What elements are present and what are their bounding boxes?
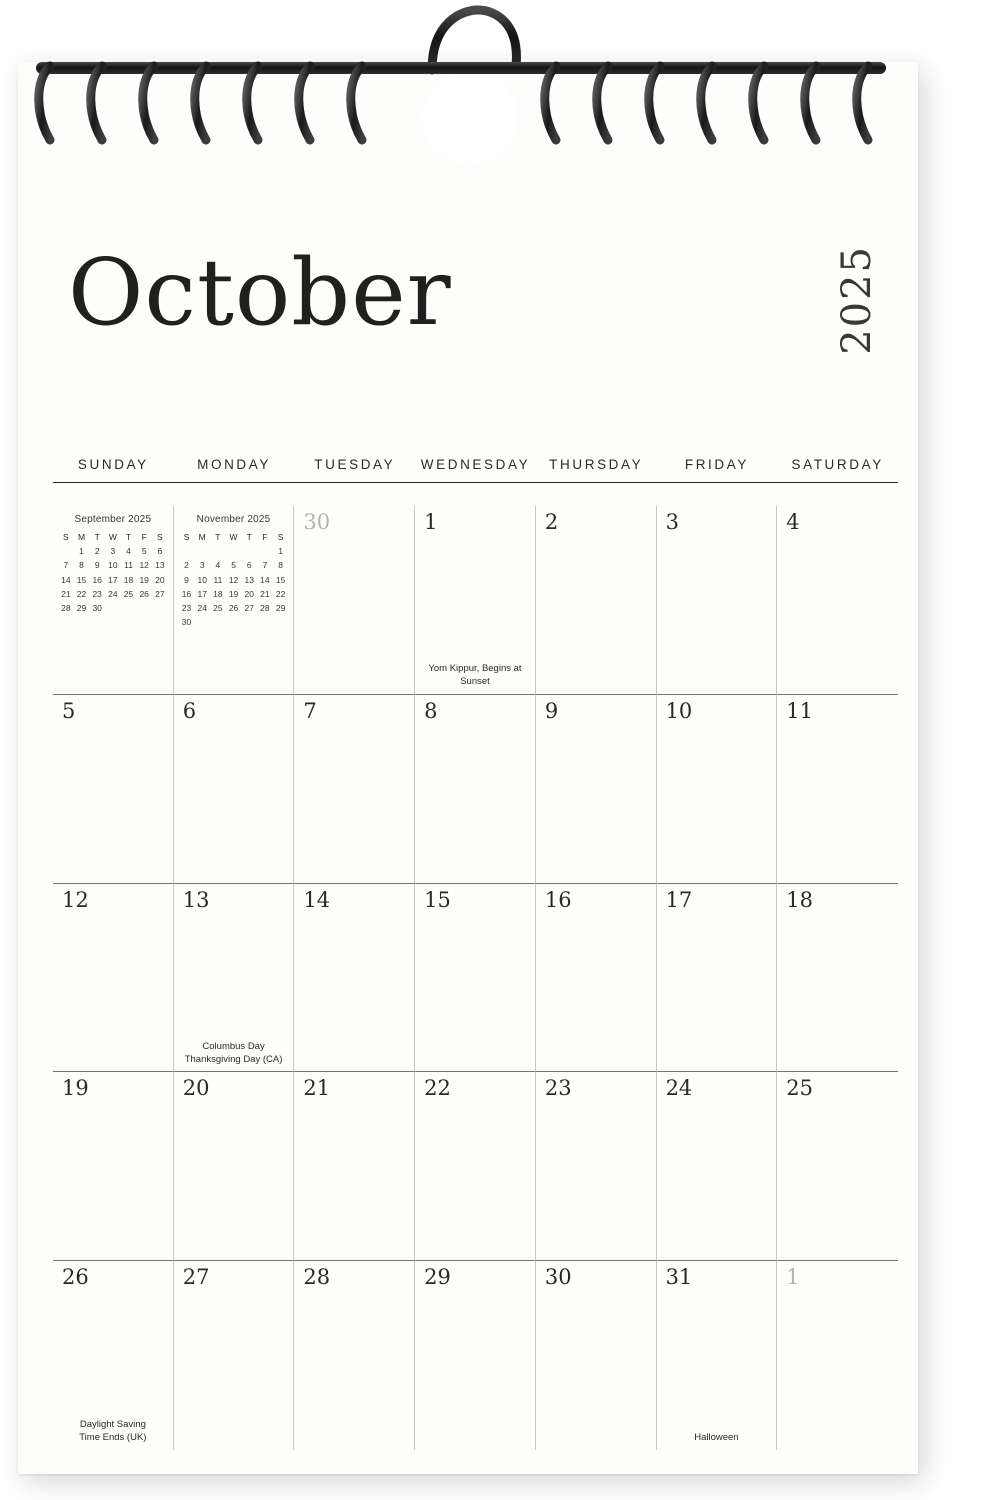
mini-day: [226, 544, 242, 558]
mini-dow: W: [108, 532, 117, 543]
mini-day: 5: [231, 560, 236, 571]
day-cell[interactable]: [415, 506, 536, 695]
day-number: 20: [182, 1076, 210, 1101]
mini-day: 19: [228, 588, 239, 599]
day-cell[interactable]: [777, 884, 898, 1073]
mini-day: 20: [244, 588, 254, 599]
mini-day: [152, 601, 168, 615]
mini-day: 26: [139, 588, 149, 599]
day-cell[interactable]: [777, 506, 898, 695]
day-cell[interactable]: [536, 1072, 657, 1261]
day-cell[interactable]: [53, 695, 174, 884]
day-number: 3: [665, 510, 679, 534]
mini-month-title: September 2025: [74, 514, 152, 525]
day-number: 14: [303, 887, 331, 912]
day-number: 30: [303, 510, 331, 534]
mini-day: [210, 615, 226, 629]
year-label: 2025: [834, 245, 880, 355]
day-number: 10: [665, 698, 693, 723]
day-number: 9: [544, 698, 559, 723]
weekday-sunday: SUNDAY: [77, 457, 149, 472]
day-cell[interactable]: [174, 884, 295, 1073]
day-number: 27: [182, 1265, 210, 1290]
mini-day: 6: [157, 546, 163, 557]
day-number: 21: [303, 1076, 331, 1101]
day-number: 18: [786, 887, 814, 912]
day-cell[interactable]: [536, 506, 657, 695]
day-cell[interactable]: [415, 695, 536, 884]
day-number: 25: [786, 1076, 814, 1101]
weekday-monday: MONDAY: [197, 457, 271, 472]
mini-day: [226, 615, 242, 629]
day-number: 29: [424, 1265, 451, 1290]
mini-month-table: [179, 530, 289, 629]
day-number: 7: [303, 698, 317, 723]
mini-dow: M: [198, 532, 206, 543]
weekday-thursday: THURSDAY: [549, 457, 644, 472]
day-event-label: Columbus Day Thanksgiving Day (CA): [184, 1040, 283, 1065]
mini-day: 27: [155, 588, 165, 599]
mini-day: 3: [110, 546, 116, 557]
mini-day: 24: [108, 588, 118, 599]
mini-dow: S: [183, 532, 190, 543]
day-number: 17: [665, 887, 693, 912]
mini-day: 8: [79, 560, 84, 571]
day-number: 2: [544, 510, 559, 534]
mini-month-block: [58, 514, 168, 615]
mini-dow: S: [63, 532, 69, 543]
mini-day: [121, 601, 137, 615]
day-cell[interactable]: [294, 1072, 415, 1261]
day-event-label: Yom Kippur, Begins at Sunset: [428, 663, 522, 687]
mini-day: 14: [260, 574, 270, 585]
mini-day: 2: [94, 546, 100, 557]
day-cell[interactable]: [174, 1072, 295, 1261]
day-cell[interactable]: [53, 1072, 174, 1261]
mini-day: 16: [92, 574, 102, 585]
mini-day: 12: [228, 574, 239, 585]
weekday-header-row: [53, 457, 898, 483]
mini-day: [136, 601, 152, 615]
day-number: 16: [544, 887, 572, 912]
mini-dow: T: [215, 532, 221, 543]
mini-month-title: November 2025: [196, 514, 271, 525]
mini-dow: F: [262, 532, 268, 543]
day-number: 31: [665, 1265, 693, 1290]
mini-month-block: [179, 514, 289, 629]
mini-dow: T: [246, 532, 252, 543]
mini-day: 25: [213, 603, 223, 614]
page-title: October: [68, 239, 452, 346]
mini-day: 15: [76, 574, 87, 585]
day-cell[interactable]: [777, 1261, 898, 1450]
mini-day: 11: [213, 574, 223, 585]
day-cell[interactable]: [53, 884, 174, 1073]
day-cell[interactable]: [174, 1261, 295, 1450]
mini-day: 10: [197, 574, 207, 585]
day-cell[interactable]: [536, 884, 657, 1073]
mini-day: 23: [181, 603, 192, 614]
mini-day: [105, 601, 121, 615]
mini-day: [194, 615, 210, 629]
mini-day: 30: [92, 603, 102, 614]
day-cell[interactable]: [657, 695, 778, 884]
day-number: 30: [544, 1265, 572, 1290]
mini-day: 29: [76, 603, 87, 614]
day-cell[interactable]: [777, 695, 898, 884]
mini-day: 18: [123, 574, 134, 585]
day-cell[interactable]: [657, 884, 778, 1073]
mini-dow: T: [125, 532, 132, 543]
day-event-label: Halloween: [694, 1432, 739, 1444]
calendar-sheet: [18, 62, 918, 1474]
day-number: 4: [786, 510, 800, 534]
mini-day: 4: [126, 546, 131, 557]
mini-day: 28: [61, 603, 71, 614]
day-number: 22: [424, 1076, 451, 1101]
day-number: 28: [303, 1265, 331, 1290]
day-number: 26: [62, 1265, 89, 1290]
day-number: 12: [62, 887, 89, 912]
mini-day: 13: [244, 574, 254, 585]
mini-day: 17: [197, 588, 207, 599]
mini-day: 21: [260, 588, 270, 599]
mini-day: 5: [141, 546, 147, 557]
mini-day: 14: [61, 574, 71, 585]
mini-day: 7: [262, 560, 268, 571]
mini-day: 16: [181, 588, 192, 599]
day-cell[interactable]: [657, 506, 778, 695]
mini-day: 7: [63, 560, 69, 571]
day-cell[interactable]: [415, 884, 536, 1073]
calendar-masthead: [68, 237, 888, 407]
mini-day: 24: [197, 603, 207, 614]
day-number: 11: [786, 698, 814, 723]
mini-day: 9: [184, 574, 189, 585]
mini-day: 9: [94, 560, 100, 571]
day-number: 6: [182, 698, 197, 723]
mini-dow: F: [141, 532, 147, 543]
mini-day: 19: [139, 574, 149, 585]
day-number: 13: [182, 887, 210, 912]
day-cell[interactable]: [415, 1072, 536, 1261]
day-event-label: Daylight Saving Time Ends (UK): [79, 1419, 147, 1444]
day-cell[interactable]: [294, 695, 415, 884]
mini-day: 29: [275, 603, 286, 614]
mini-day: [241, 544, 257, 558]
mini-day: [58, 544, 74, 558]
weekday-saturday: SATURDAY: [791, 457, 884, 472]
day-cell[interactable]: [536, 1261, 657, 1450]
mini-day: 17: [108, 574, 118, 585]
mini-day: 21: [61, 588, 71, 599]
mini-day: 18: [213, 588, 223, 599]
mini-day: 10: [108, 560, 118, 571]
day-cell[interactable]: [294, 1261, 415, 1450]
mini-day: 6: [246, 560, 252, 571]
mini-day: [257, 615, 273, 629]
day-cell[interactable]: [536, 695, 657, 884]
mini-day: [273, 615, 289, 629]
mini-day: [179, 544, 195, 558]
mini-day: 30: [181, 617, 192, 628]
day-number: 15: [424, 887, 451, 912]
mini-day: 28: [260, 603, 270, 614]
day-cell[interactable]: [415, 1261, 536, 1450]
mini-day: 2: [184, 560, 189, 571]
mini-dow: S: [157, 532, 163, 543]
mini-dow: S: [277, 532, 284, 543]
day-cell[interactable]: [53, 1261, 174, 1450]
mini-day: 26: [228, 603, 239, 614]
day-number: 19: [62, 1076, 89, 1101]
day-number: 1: [424, 510, 438, 534]
day-cell[interactable]: [294, 884, 415, 1073]
weekday-friday: FRIDAY: [684, 457, 749, 472]
mini-day: 25: [123, 588, 134, 599]
mini-day: 15: [275, 574, 286, 585]
day-cell[interactable]: [657, 1261, 778, 1450]
mini-day: 4: [215, 560, 221, 571]
mini-dow: W: [229, 532, 238, 543]
day-number: 23: [544, 1076, 572, 1101]
mini-day: 27: [244, 603, 254, 614]
day-cell[interactable]: [174, 695, 295, 884]
mini-day: 3: [199, 560, 205, 571]
mini-day: [241, 615, 257, 629]
mini-day: [210, 544, 226, 558]
mini-month-table: [58, 530, 168, 615]
day-number: 1: [786, 1265, 800, 1290]
mini-day: 13: [155, 560, 165, 571]
mini-day: 12: [139, 560, 149, 571]
mini-day: 1: [278, 546, 283, 557]
mini-dow: M: [77, 532, 86, 543]
day-number: 5: [62, 698, 76, 723]
mini-month-next[interactable]: [174, 506, 295, 695]
calendar-grid: [53, 506, 898, 1450]
mini-day: 11: [124, 560, 133, 571]
weekday-tuesday: TUESDAY: [314, 457, 396, 472]
day-cell[interactable]: [777, 1072, 898, 1261]
mini-day: [194, 544, 210, 558]
day-cell[interactable]: [657, 1072, 778, 1261]
day-number: 24: [665, 1076, 693, 1101]
mini-day: 22: [275, 588, 286, 599]
weekday-wednesday: WEDNESDAY: [420, 457, 531, 472]
mini-day: 22: [76, 588, 87, 599]
mini-day: 20: [155, 574, 165, 585]
mini-day: [257, 544, 273, 558]
mini-day: 8: [278, 560, 283, 571]
day-number: 8: [424, 698, 438, 723]
day-cell[interactable]: [294, 506, 415, 695]
mini-dow: T: [94, 532, 100, 543]
mini-day: 23: [92, 588, 102, 599]
mini-day: 1: [79, 546, 84, 557]
mini-month-previous[interactable]: [53, 506, 174, 695]
